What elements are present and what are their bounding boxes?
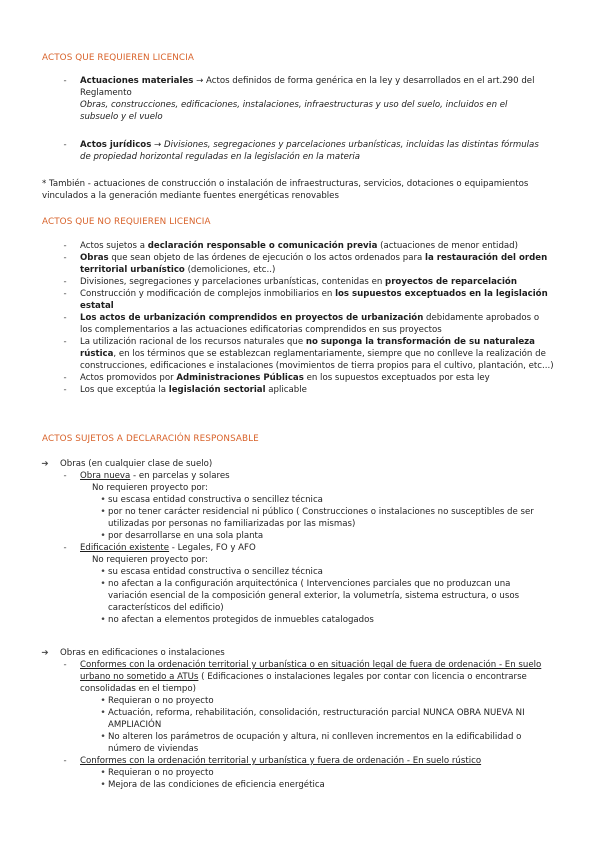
dash-marker: - bbox=[63, 140, 67, 150]
licencia-item-materiales bbox=[0, 75, 600, 123]
list-item: - Actos sujetos a declaración responsable o comunicación previa (actuaciones de menor entidad) bbox=[63, 241, 518, 251]
bullet-icon: • bbox=[100, 768, 106, 778]
term-examples: Obras, construcciones, edificaciones, instalaciones, infraestructuras y uso del suelo, incluidos en el subsuelo y el vuelo bbox=[80, 100, 508, 122]
section-heading-no-licencia: ACTOS QUE NO REQUIEREN LICENCIA bbox=[42, 217, 211, 227]
section-heading-declaracion: ACTOS SUJETOS A DECLARACIÓN RESPONSABLE bbox=[42, 434, 259, 444]
obras-group: ➔ Obras (en cualquier clase de suelo) - Obra nueva - en parcelas y solares No requieren proyecto por: • su escasa entidad constructiva o sencillez técnica • por no tener carácter residencial ni público ( Construcciones o instalaciones no susceptibles de ser utilizadas por personas no familiarizadas por las mismas) • por desarrollarse en una sola planta - Edificación existente - Legales, FO y AFO No requieren proyecto por: • su escasa entidad constructiva o sencillez técnica • no afectan a la configuración arquitectónica ( Intervenciones parciales que no produzcan una variación esencial de la composición general exterior, la volumetría, sistema estructura, o usos característicos del edificio) • no afectan a elementos protegidos de inmuebles catalogados bbox=[0, 458, 600, 626]
licencia-item-juridicos bbox=[0, 139, 600, 163]
edificaciones-group: ➔ Obras en edificaciones o instalaciones - Conformes con la ordenación territorial y urbanística o en situación legal de fuera de ordenación - En suelo urbano no sometido a ATUs ( Edificaciones o instalaciones legales por contar con licencia o encontrarse consolidadas en el tiempo) • Requieran o no proyecto • Actuación, reforma, rehabilitación, consolidación, restructuración parcial NUNCA OBRA NUEVA NI AMPLIACIÓN • No alteren los parámetros de ocupación y altura, ni conlleven incrementos en la edificabilidad o número de viviendas - Conformes con la ordenación territorial y urbanística y fuera de ordenación - En suelo rústico • Requieran o no proyecto • Mejora de las condiciones de eficiencia energética bbox=[0, 647, 600, 791]
licencia-note: * También - actuaciones de construcción o instalación de infraestructuras, servicios, dotaciones o equipamientos vinculados a la generación mediante fuentes energéticas renovables bbox=[42, 179, 529, 201]
list-item: • No alteren los parámetros de ocupación y altura, ni conlleven incrementos en la edificabilidad o número de viviendas bbox=[0, 731, 600, 755]
section-heading-licencia: ACTOS QUE REQUIEREN LICENCIA bbox=[42, 53, 194, 63]
group-title: Obras en edificaciones o instalaciones bbox=[60, 648, 225, 658]
list-item: - Los actos de urbanización comprendidos en proyectos de urbanización debidamente aprobados o los complementarios a las actuaciones edificatorias comprendidos en sus proyectos bbox=[63, 313, 540, 335]
bullet-icon: • bbox=[100, 708, 106, 718]
bullet-icon: • bbox=[100, 615, 106, 625]
arrow-icon: ➔ bbox=[41, 648, 49, 658]
list-item: - Actos promovidos por Administraciones Públicas en los supuestos exceptuados por esta ley bbox=[63, 373, 490, 383]
list-item: • por no tener carácter residencial ni público ( Construcciones o instalaciones no susceptibles de ser utilizadas por personas no familiarizadas por las mismas) bbox=[0, 506, 600, 530]
term-definition: → Actos definidos de forma genérica en la ley y desarrollados en el art.290 del Reglamento bbox=[80, 76, 535, 98]
list-item: • no afectan a elementos protegidos de inmuebles catalogados bbox=[0, 614, 600, 626]
bullet-icon: • bbox=[100, 567, 106, 577]
list-item: - Los que exceptúa la legislación sectorial aplicable bbox=[63, 385, 307, 395]
list-item: • Requieran o no proyecto bbox=[0, 767, 600, 779]
list-item: • no afectan a la configuración arquitectónica ( Intervenciones parciales que no produzcan una variación esencial de la composición general exterior, la volumetría, sistema estructura, o usos característicos del edificio) bbox=[0, 578, 600, 614]
list-item: - Divisiones, segregaciones y parcelaciones urbanísticas, contenidas en proyectos de reparcelación bbox=[63, 277, 517, 287]
list-item: - Obras que sean objeto de las órdenes de ejecución o los actos ordenados para la restauración del orden territorial urbanístico (demoliciones, etc..) bbox=[63, 253, 548, 275]
list-item: • Mejora de las condiciones de eficiencia energética bbox=[0, 779, 600, 791]
list-item: • su escasa entidad constructiva o sencillez técnica bbox=[0, 566, 600, 578]
group-title: Obras (en cualquier clase de suelo) bbox=[60, 459, 213, 469]
dash-marker: - bbox=[63, 76, 67, 86]
list-item: - Construcción y modificación de complejos inmobiliarios en los supuestos exceptuados en la legislación estatal bbox=[63, 289, 548, 311]
bullet-icon: • bbox=[100, 780, 106, 790]
bullet-icon: • bbox=[100, 579, 106, 589]
arrow-icon: ➔ bbox=[41, 459, 49, 469]
term-bold: Actuaciones materiales bbox=[80, 76, 194, 86]
list-item: • Requieran o no proyecto bbox=[0, 695, 600, 707]
list-item: - La utilización racional de los recursos naturales que no suponga la transformación de su naturaleza rústica, en los términos que se establezcan reglamentariamente, siempre que no conlleve la realización de construcciones, edificaciones e instalaciones (movimientos de tierra propios para el cultivo, plantación, etc...) bbox=[63, 337, 554, 371]
bullet-icon: • bbox=[100, 495, 106, 505]
term-definition: → Divisiones, segregaciones y parcelaciones urbanísticas, incluidas las distintas fórmulas de propiedad horizontal reguladas en la legislación en la materia bbox=[80, 140, 539, 162]
term-bold: Actos jurídicos bbox=[80, 140, 152, 150]
bullet-icon: • bbox=[100, 531, 106, 541]
list-item: • su escasa entidad constructiva o sencillez técnica bbox=[0, 494, 600, 506]
list-item: • por desarrollarse en una sola planta bbox=[0, 530, 600, 542]
no-licencia-list bbox=[0, 240, 600, 396]
list-item: • Actuación, reforma, rehabilitación, consolidación, restructuración parcial NUNCA OBRA NUEVA NI AMPLIACIÓN bbox=[0, 707, 600, 731]
bullet-icon: • bbox=[100, 696, 106, 706]
bullet-icon: • bbox=[100, 507, 106, 517]
bullet-icon: • bbox=[100, 732, 106, 742]
